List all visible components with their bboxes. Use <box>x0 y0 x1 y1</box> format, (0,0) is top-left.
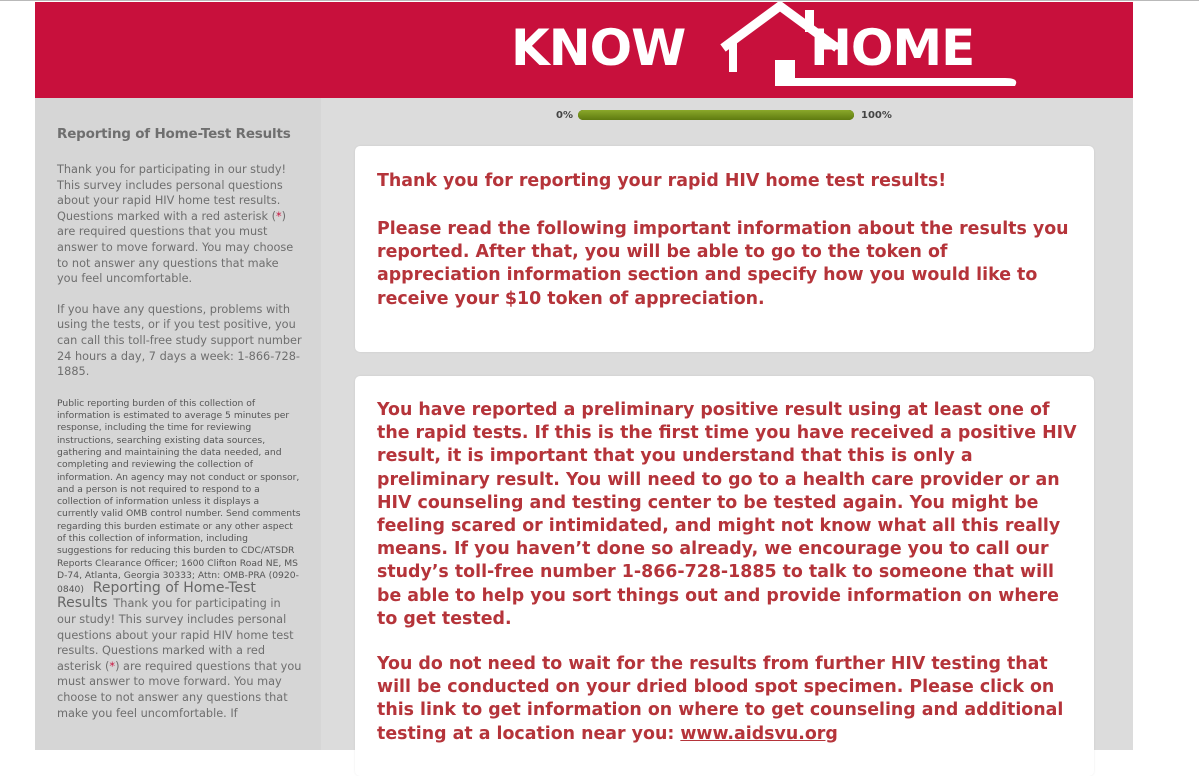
thank-you-heading: Thank you for reporting your rapid HIV home test results! <box>377 171 947 191</box>
positive-result-card <box>355 376 1094 776</box>
progress-fill <box>578 110 854 120</box>
window-top-border <box>0 0 1199 1</box>
repeat-intro-text-cont: ) are required questions that you must answer to move forward. You may choose to not answer any questions that make you feel uncomfortable. If <box>57 659 302 720</box>
thank-you-instructions: Please read the following important information about the results you reported. After that, you will be able to go to the token of appreciation information section and specify how you would like to receive your $10 token of appreciation. <box>377 219 1069 309</box>
sidebar-intro <box>57 162 302 287</box>
header-banner <box>35 2 1133 98</box>
positive-result-message: You have reported a preliminary positive result using at least one of the rapid tests. If this is the first time you have received a positive HIV result, it is important that you understand that this is only a preliminary result. You will need to go to a health care provider or an HIV counseling and testing center to be tested again. You might be feeling scared or intimidated, and might not know what all this really means. If you haven’t done so already, we encourage you to call our study’s toll-free number 1-866-728-1885 to talk to someone that will be able to help you sort things out and provide information on where to get tested. <box>377 400 1077 629</box>
sidebar-intro-text: Thank you for participating in our study! This survey includes personal questions about your rapid HIV home test results. Questions marked with a red asterisk ( <box>57 163 287 223</box>
logo-word-know: KNOW <box>511 19 686 77</box>
further-testing-text: You do not need to wait for the results from further HIV testing that will be conducted on your dried blood spot specimen. Please click on this link to get information on where to get counseling and additional testing at a location near you: <box>377 654 1064 744</box>
sidebar <box>35 98 321 750</box>
logo-word-at: at <box>739 29 770 64</box>
aidsvu-link[interactable]: www.aidsvu.org <box>680 723 838 744</box>
burden-text: Public reporting burden of this collection of information is estimated to average 5 minutes per response, including the time for reviewing instructions, searching existing data sources, gathering and maintaining the data needed, and completing and reviewing the collection of information. An agency may not conduct or sponsor, and a person is not required to respond to a collection of information unless it displays a currently valid OMB control number. Send comments regarding this burden estimate or any other aspect of this collection of information, including suggestions for reducing this burden to CDC/ATSDR Reports Clearance Officer; 1600 Clifton Road NE, MS D-74, Atlanta, Georgia 30333; Attn: OMB-PRA (0920-0840) <box>57 397 301 596</box>
logo-word-home: HOME <box>810 19 975 77</box>
sidebar-repeat-intro <box>57 597 301 719</box>
progress-bar <box>556 108 896 124</box>
required-asterisk: * <box>276 209 282 223</box>
progress-track <box>578 110 854 120</box>
repeat-intro-text: Thank you for participating in our study! This survey includes personal questions about your rapid HIV home test results. Questions marked with a red asterisk ( <box>57 597 294 673</box>
required-asterisk: * <box>109 659 116 673</box>
know-at-home-logo <box>475 2 1035 98</box>
sidebar-support-text: If you have any questions, problems with using the tests, or if you test positive, you can call this toll-free study support number 24 hours a day, 7 days a week: 1-866-728-1885. <box>57 302 302 379</box>
sidebar-repeat-title: Reporting of Home-Test Results <box>57 580 256 612</box>
sidebar-title: Reporting of Home-Test Results <box>57 126 291 142</box>
progress-end-label: 100% <box>861 110 892 121</box>
further-testing-message <box>377 653 1077 746</box>
sidebar-burden-statement <box>57 398 302 722</box>
progress-start-label: 0% <box>556 110 573 121</box>
sidebar-intro-text-cont: ) are required questions that you must answer to move forward. You may choose to not answer any questions that make you feel uncomfortable. <box>57 209 294 286</box>
sidebar-content <box>57 126 302 721</box>
thank-you-card <box>355 146 1094 352</box>
